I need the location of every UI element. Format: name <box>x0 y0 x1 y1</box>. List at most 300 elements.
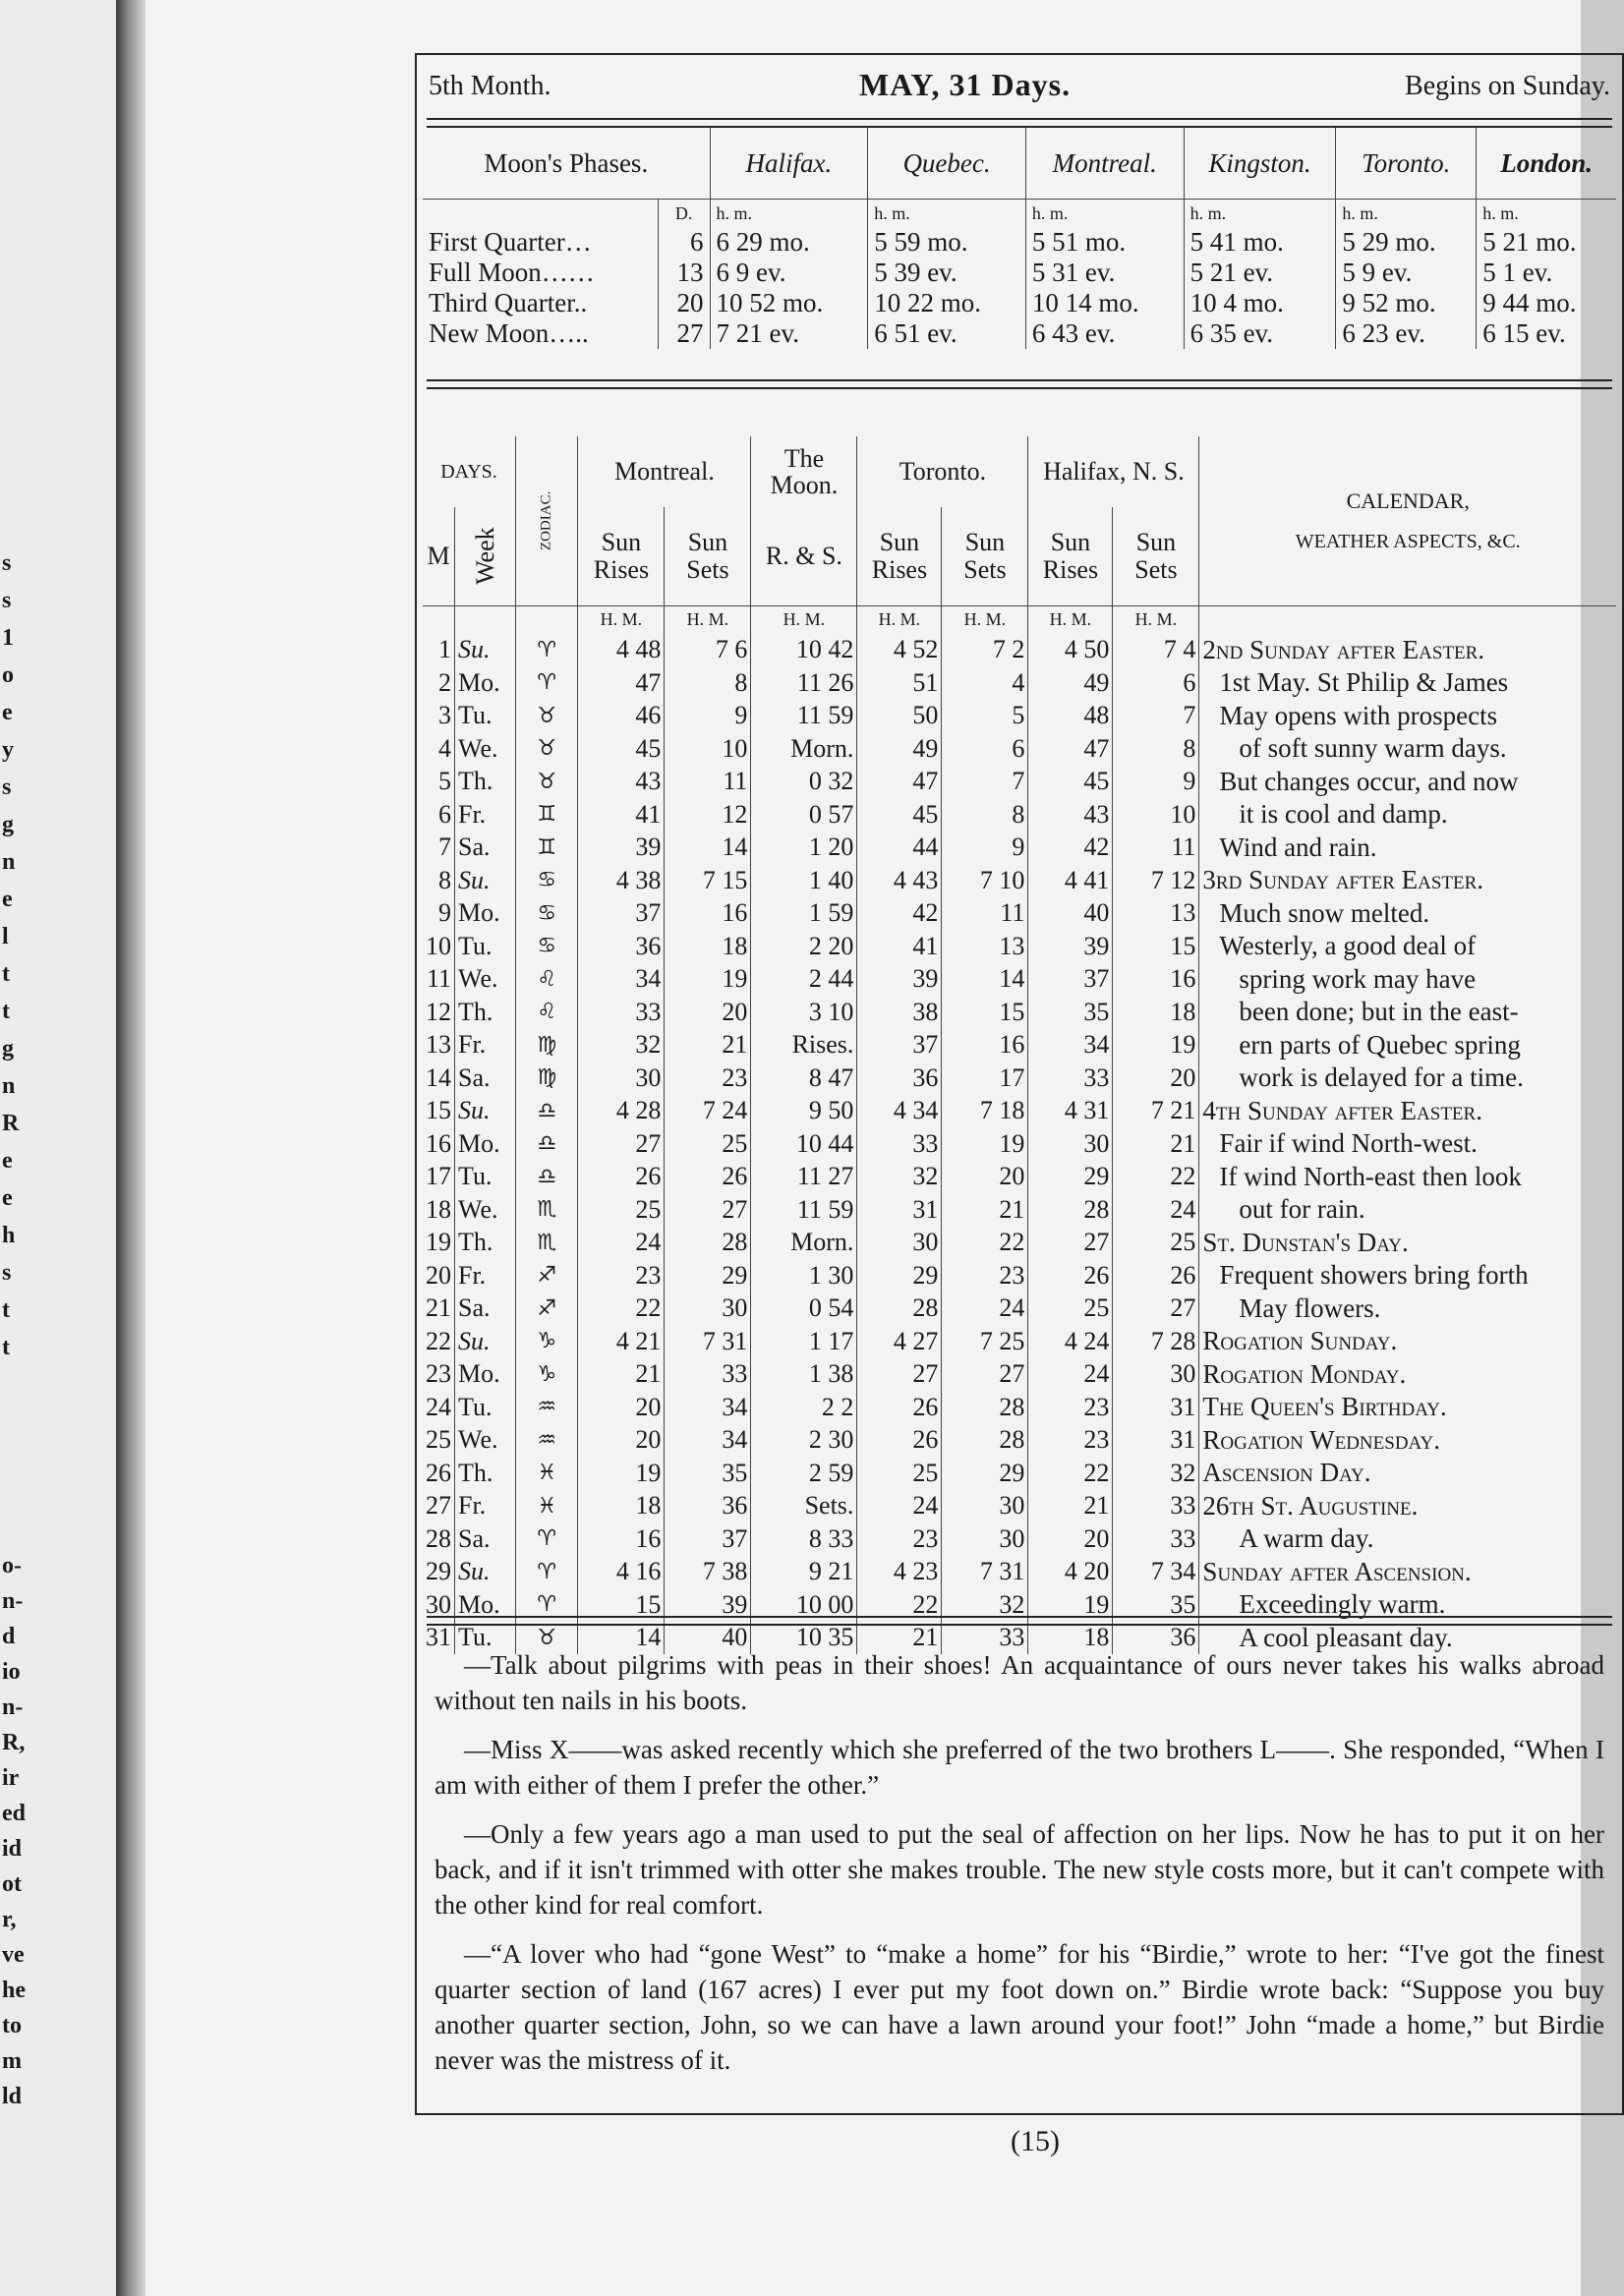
zodiac-sign: ♋ <box>516 930 578 963</box>
sun-sets-heading: Sun Sets <box>1113 507 1199 605</box>
toronto-sunrise: 39 <box>857 963 942 997</box>
zodiac-sign: ♐ <box>516 1259 578 1292</box>
zodiac-sign: ♑ <box>516 1358 578 1392</box>
day-of-month: 18 <box>426 1194 451 1224</box>
city-montreal: Montreal. <box>1025 128 1184 200</box>
calendar-note: A cool pleasant day. <box>1199 1622 1616 1655</box>
montreal-sunrise: 34 <box>578 963 665 997</box>
left-page-fragment: o <box>2 662 14 688</box>
day-of-week: We. <box>455 963 516 997</box>
moon-rise-set: 10 44 <box>751 1127 857 1161</box>
days-heading: DAYS. <box>440 460 497 483</box>
unit-hm: H. M. <box>1028 605 1113 634</box>
toronto-sunrise: 51 <box>857 666 942 700</box>
left-page-fragment: e <box>2 700 13 725</box>
day-of-month: 26 <box>426 1458 451 1487</box>
montreal-sunrise: 37 <box>578 897 665 931</box>
halifax-sunset: 11 <box>1113 832 1199 865</box>
halifax-sunrise: 4 31 <box>1028 1095 1113 1128</box>
moon-rise-set: 8 47 <box>751 1062 857 1095</box>
moon-rise-set: 1 30 <box>751 1259 857 1292</box>
zodiac-sign: ♏ <box>516 1193 578 1227</box>
toronto-sunrise: 50 <box>857 700 942 733</box>
zodiac-sign: ♎ <box>516 1161 578 1194</box>
halifax-sunrise: 4 50 <box>1028 634 1113 667</box>
day-of-week: Su. <box>455 1095 516 1128</box>
day-row <box>423 700 1616 733</box>
day-of-month: 28 <box>426 1523 451 1553</box>
montreal-sunset: 39 <box>665 1588 751 1622</box>
toronto-sunrise: 4 34 <box>857 1095 942 1128</box>
moon-rise-set: 9 21 <box>751 1556 857 1589</box>
halifax-sunrise: 34 <box>1028 1029 1113 1062</box>
moon-rise-set: 2 44 <box>751 963 857 997</box>
halifax-sunset: 20 <box>1113 1062 1199 1095</box>
left-page-fragment: ot <box>2 1871 22 1897</box>
day-row <box>423 1095 1616 1128</box>
moon-phase-row <box>423 258 1616 288</box>
moon-rise-set: 2 20 <box>751 930 857 963</box>
day-row <box>423 766 1616 799</box>
montreal-sunrise: 4 28 <box>578 1095 665 1128</box>
left-page-fragment: e <box>2 1185 13 1211</box>
day-of-week: Su. <box>455 1325 516 1358</box>
montreal-sunrise: 36 <box>578 930 665 963</box>
calendar-note: out for rain. <box>1199 1193 1616 1227</box>
halifax-sunrise: 4 41 <box>1028 864 1113 897</box>
unit-hm: H. M. <box>665 605 751 634</box>
calendar-note: Rogation Monday. <box>1199 1358 1616 1392</box>
toronto-sunrise: 45 <box>857 798 942 832</box>
montreal-sunset: 36 <box>665 1490 751 1523</box>
moon-rise-set: 1 38 <box>751 1358 857 1392</box>
day-of-month: 20 <box>426 1260 451 1290</box>
toronto-sunrise: 23 <box>857 1522 942 1556</box>
day-of-week: We. <box>455 732 516 766</box>
phase-time: 5 21 ev. <box>1184 258 1336 288</box>
toronto-sunset: 6 <box>942 732 1028 766</box>
moon-phases-heading: Moon's Phases. <box>484 147 649 178</box>
phase-time: 6 51 ev. <box>868 318 1026 349</box>
day-row <box>423 996 1616 1029</box>
zodiac-sign: ♉ <box>516 766 578 799</box>
phase-time: 9 44 mo. <box>1477 288 1616 318</box>
zodiac-sign: ♐ <box>516 1292 578 1326</box>
day-row <box>423 1193 1616 1227</box>
moon-rise-set: Morn. <box>751 1227 857 1260</box>
moon-phase-row <box>423 318 1616 349</box>
zodiac-sign: ♉ <box>516 700 578 733</box>
montreal-sunset: 7 31 <box>665 1325 751 1358</box>
halifax-sunset: 8 <box>1113 732 1199 766</box>
moon-rise-set: Rises. <box>751 1029 857 1062</box>
moon-phase-row <box>423 227 1616 258</box>
page-title: MAY, 31 Days. <box>859 67 1072 102</box>
calendar-note: 2nd Sunday after Easter. <box>1199 634 1616 667</box>
toronto-sunset: 15 <box>942 996 1028 1029</box>
day-of-month: 15 <box>426 1096 451 1125</box>
halifax-sunset: 7 4 <box>1113 634 1199 667</box>
day-of-month: 24 <box>426 1392 451 1421</box>
halifax-sunset: 6 <box>1113 666 1199 700</box>
toronto-sunrise: 30 <box>857 1227 942 1260</box>
toronto-sunrise: 38 <box>857 996 942 1029</box>
montreal-sunrise: 30 <box>578 1062 665 1095</box>
halifax-sunset: 33 <box>1113 1522 1199 1556</box>
calendar-note: Rogation Wednesday. <box>1199 1424 1616 1458</box>
left-page-fragment: io <box>2 1659 21 1685</box>
toronto-sunset: 7 31 <box>942 1556 1028 1589</box>
calendar-note: Ascension Day. <box>1199 1457 1616 1490</box>
day-row <box>423 864 1616 897</box>
zodiac-sign: ♌ <box>516 996 578 1029</box>
unit-hm: H. M. <box>857 605 942 634</box>
halifax-sunrise: 28 <box>1028 1193 1113 1227</box>
montreal-sunrise: 14 <box>578 1622 665 1655</box>
day-of-month: 13 <box>426 1030 451 1060</box>
halifax-sunset: 27 <box>1113 1292 1199 1326</box>
zodiac-sign: ♈ <box>516 1588 578 1622</box>
montreal-sunrise: 25 <box>578 1193 665 1227</box>
day-of-week: Sa. <box>455 1062 516 1095</box>
phase-time: 6 43 ev. <box>1025 318 1184 349</box>
left-page-fragment: n- <box>2 1694 24 1720</box>
moon-rise-set: 11 27 <box>751 1161 857 1194</box>
montreal-sunset: 12 <box>665 798 751 832</box>
halifax-sunset: 7 21 <box>1113 1095 1199 1128</box>
toronto-sunrise: 44 <box>857 832 942 865</box>
left-page-fragment: n- <box>2 1588 24 1614</box>
phase-day: 13 <box>658 258 710 288</box>
montreal-sunset: 34 <box>665 1424 751 1458</box>
halifax-sunrise: 25 <box>1028 1292 1113 1326</box>
unit-hm: h. m. <box>710 200 868 228</box>
left-page-fragment: d <box>2 1624 16 1649</box>
calendar-note: The Queen's Birthday. <box>1199 1391 1616 1424</box>
left-page-fragment: o- <box>2 1553 22 1578</box>
halifax-sunrise: 47 <box>1028 732 1113 766</box>
toronto-sunset: 23 <box>942 1259 1028 1292</box>
page-number: (15) <box>1011 2125 1060 2157</box>
day-of-week: Th. <box>455 766 516 799</box>
calendar-note: work is delayed for a time. <box>1199 1062 1616 1095</box>
montreal-sunrise: 22 <box>578 1292 665 1326</box>
moon-rise-set: Morn. <box>751 732 857 766</box>
calendar-note: of soft sunny warm days. <box>1199 732 1616 766</box>
humor-paragraph: —“A lover who had “gone West” to “make a home” for his “Birdie,” wrote to her: “I've got the finest quarter section of land (167 acres) I ever put my foot down on.” Birdie wrote back: “Suppose you buy another quarter section, John, so we can have a lawn around your foot!” John “made a home,” but Birdie never was the mistress of it. <box>435 1939 1604 2075</box>
left-page-fragment: t <box>2 961 10 987</box>
day-of-week: Sa. <box>455 1292 516 1326</box>
toronto-sunrise: 21 <box>857 1622 942 1655</box>
moon-rise-set: 0 32 <box>751 766 857 799</box>
daily-calendar-table <box>423 436 1616 1654</box>
day-row <box>423 1522 1616 1556</box>
toronto-sunset: 32 <box>942 1588 1028 1622</box>
halifax-sunrise: 4 20 <box>1028 1556 1113 1589</box>
toronto-sunrise: 25 <box>857 1457 942 1490</box>
calendar-note: A warm day. <box>1199 1522 1616 1556</box>
day-of-month: 1 <box>438 635 451 664</box>
day-row <box>423 798 1616 832</box>
montreal-sunrise: 19 <box>578 1457 665 1490</box>
calendar-note: 1st May. St Philip & James <box>1199 666 1616 700</box>
toronto-sunset: 28 <box>942 1424 1028 1458</box>
halifax-sunset: 24 <box>1113 1193 1199 1227</box>
montreal-sunset: 35 <box>665 1457 751 1490</box>
left-page-fragment: t <box>2 999 10 1024</box>
humor-column <box>435 1647 1604 2092</box>
day-of-week: Sa. <box>455 1522 516 1556</box>
left-page-fragment: e <box>2 887 13 912</box>
day-of-month: 2 <box>438 667 451 697</box>
halifax-sunset: 13 <box>1113 897 1199 931</box>
zodiac-sign: ♎ <box>516 1095 578 1128</box>
moon-rise-set: 1 59 <box>751 897 857 931</box>
zodiac-sign: ♏ <box>516 1227 578 1260</box>
moon-heading: The Moon. <box>751 436 857 507</box>
montreal-sunset: 23 <box>665 1062 751 1095</box>
montreal-sunset: 7 38 <box>665 1556 751 1589</box>
day-of-week: Tu. <box>455 1161 516 1194</box>
day-of-month: 3 <box>438 701 451 730</box>
humor-paragraph: —Miss X——was asked recently which she preferred of the two brothers L——. She responded, “When I am with either of them I prefer the other.” <box>435 1735 1604 1800</box>
montreal-sunrise: 20 <box>578 1424 665 1458</box>
day-row <box>423 897 1616 931</box>
halifax-sunrise: 20 <box>1028 1522 1113 1556</box>
halifax-sunset: 7 <box>1113 700 1199 733</box>
toronto-sunrise: 26 <box>857 1391 942 1424</box>
montreal-sunrise: 20 <box>578 1391 665 1424</box>
toronto-sunset: 19 <box>942 1127 1028 1161</box>
day-of-week: Th. <box>455 1227 516 1260</box>
phase-time: 7 21 ev. <box>710 318 868 349</box>
toronto-sunset: 9 <box>942 832 1028 865</box>
left-page-fragment: to <box>2 2013 22 2038</box>
day-of-week: We. <box>455 1424 516 1458</box>
montreal-sunrise: 45 <box>578 732 665 766</box>
montreal-sunset: 29 <box>665 1259 751 1292</box>
zodiac-sign: ♈ <box>516 634 578 667</box>
moon-rise-set: 10 35 <box>751 1622 857 1655</box>
halifax-sunset: 26 <box>1113 1259 1199 1292</box>
toronto-sunset: 13 <box>942 930 1028 963</box>
montreal-sunset: 8 <box>665 666 751 700</box>
calendar-note: Rogation Sunday. <box>1199 1325 1616 1358</box>
zodiac-sign: ♍ <box>516 1062 578 1095</box>
zodiac-heading: ZODIAC. <box>516 436 578 605</box>
montreal-sunrise: 39 <box>578 832 665 865</box>
left-page-fragment: g <box>2 1036 14 1062</box>
zodiac-sign: ♊ <box>516 832 578 865</box>
calendar-note: spring work may have <box>1199 963 1616 997</box>
toronto-sunset: 7 10 <box>942 864 1028 897</box>
toronto-sunrise: 47 <box>857 766 942 799</box>
day-of-month: 5 <box>438 767 451 796</box>
calendar-note: ern parts of Quebec spring <box>1199 1029 1616 1062</box>
phase-time: 10 22 mo. <box>868 288 1026 318</box>
month-number: 5th Month. <box>429 71 551 101</box>
montreal-sunset: 7 24 <box>665 1095 751 1128</box>
phase-time: 6 35 ev. <box>1184 318 1336 349</box>
toronto-sunrise: 4 23 <box>857 1556 942 1589</box>
day-of-month: 23 <box>426 1359 451 1389</box>
day-of-week: Su. <box>455 634 516 667</box>
day-row <box>423 1161 1616 1194</box>
montreal-sunrise: 32 <box>578 1029 665 1062</box>
day-of-month: 29 <box>426 1557 451 1586</box>
zodiac-sign: ♌ <box>516 963 578 997</box>
moon-rise-set: Sets. <box>751 1490 857 1523</box>
halifax-sunrise: 23 <box>1028 1391 1113 1424</box>
halifax-sunset: 16 <box>1113 963 1199 997</box>
toronto-sunset: 27 <box>942 1358 1028 1392</box>
toronto-sunset: 7 25 <box>942 1325 1028 1358</box>
toronto-sunrise: 28 <box>857 1292 942 1326</box>
day-row <box>423 1457 1616 1490</box>
book-gutter <box>116 0 145 2296</box>
toronto-sunrise: 27 <box>857 1358 942 1392</box>
day-of-month: 4 <box>438 733 451 763</box>
halifax-sunset: 9 <box>1113 766 1199 799</box>
moon-rise-set: 3 10 <box>751 996 857 1029</box>
left-page-fragment: h <box>2 1223 16 1248</box>
left-page-fragment: m <box>2 2048 22 2074</box>
zodiac-sign: ♋ <box>516 897 578 931</box>
left-page-fragment: id <box>2 1836 23 1862</box>
toronto-sunrise: 29 <box>857 1259 942 1292</box>
montreal-sunrise: 21 <box>578 1358 665 1392</box>
phase-name: First Quarter… <box>429 227 592 257</box>
double-rule <box>427 118 1612 128</box>
left-page-fragment: ve <box>2 1942 25 1968</box>
left-page-fragment: s <box>2 1260 12 1286</box>
double-rule <box>427 1616 1612 1626</box>
montreal-sunset: 18 <box>665 930 751 963</box>
almanac-frame <box>415 53 1624 2115</box>
phase-time: 10 4 mo. <box>1184 288 1336 318</box>
montreal-sunrise: 18 <box>578 1490 665 1523</box>
halifax-sunset: 18 <box>1113 996 1199 1029</box>
sun-rises-heading: Sun Rises <box>1028 507 1113 605</box>
halifax-sunrise: 48 <box>1028 700 1113 733</box>
day-row <box>423 1127 1616 1161</box>
toronto-sunrise: 33 <box>857 1127 942 1161</box>
unit-hm: h. m. <box>1184 200 1336 228</box>
montreal-sunset: 37 <box>665 1522 751 1556</box>
day-of-week: Tu. <box>455 1391 516 1424</box>
toronto-sunset: 21 <box>942 1193 1028 1227</box>
left-page-fragment: t <box>2 1297 10 1323</box>
toronto-sunset: 16 <box>942 1029 1028 1062</box>
day-of-month: 14 <box>426 1062 451 1092</box>
day-of-week: Mo. <box>455 1358 516 1392</box>
day-of-month: 7 <box>438 832 451 862</box>
montreal-sunset: 20 <box>665 996 751 1029</box>
phase-time: 5 51 mo. <box>1025 227 1184 258</box>
begins-on: Begins on Sunday. <box>1405 71 1610 101</box>
halifax-sunset: 31 <box>1113 1391 1199 1424</box>
phase-time: 5 29 mo. <box>1336 227 1477 258</box>
left-page-fragment: s <box>2 550 12 576</box>
moon-rise-set: 1 40 <box>751 864 857 897</box>
toronto-sunset: 5 <box>942 700 1028 733</box>
halifax-sunrise: 23 <box>1028 1424 1113 1458</box>
zodiac-sign: ♈ <box>516 1522 578 1556</box>
phase-name: Third Quarter.. <box>429 288 588 317</box>
day-of-month: 19 <box>426 1228 451 1257</box>
phase-name: New Moon….. <box>429 318 589 348</box>
left-page-fragment: s <box>2 775 12 800</box>
toronto-sunset: 4 <box>942 666 1028 700</box>
halifax-sunrise: 27 <box>1028 1227 1113 1260</box>
left-page-fragment: he <box>2 1978 26 2003</box>
left-page-fragment: r, <box>2 1907 17 1932</box>
city-quebec: Quebec. <box>868 128 1026 200</box>
phase-time: 6 23 ev. <box>1336 318 1477 349</box>
calendar-note: 3rd Sunday after Easter. <box>1199 864 1616 897</box>
halifax-sunrise: 49 <box>1028 666 1113 700</box>
halifax-sunset: 7 12 <box>1113 864 1199 897</box>
calendar-note: 4th Sunday after Easter. <box>1199 1095 1616 1128</box>
day-of-week: We. <box>455 1193 516 1227</box>
left-page-fragment: 1 <box>2 625 14 651</box>
phase-time: 5 59 mo. <box>868 227 1026 258</box>
day-of-week: Fr. <box>455 1490 516 1523</box>
toronto-sunset: 24 <box>942 1292 1028 1326</box>
montreal-sunset: 26 <box>665 1161 751 1194</box>
day-row <box>423 666 1616 700</box>
phase-time: 9 52 mo. <box>1336 288 1477 318</box>
almanac-page <box>145 0 1610 2296</box>
halifax-heading: Halifax, N. S. <box>1028 436 1199 507</box>
zodiac-sign: ♉ <box>516 732 578 766</box>
halifax-sunrise: 45 <box>1028 766 1113 799</box>
toronto-sunrise: 4 27 <box>857 1325 942 1358</box>
toronto-sunrise: 4 52 <box>857 634 942 667</box>
moon-rise-set: 0 54 <box>751 1292 857 1326</box>
zodiac-sign: ♑ <box>516 1325 578 1358</box>
toronto-sunset: 8 <box>942 798 1028 832</box>
moon-phase-row <box>423 288 1616 318</box>
montreal-sunrise: 4 38 <box>578 864 665 897</box>
phase-time: 5 9 ev. <box>1336 258 1477 288</box>
phase-time: 5 31 ev. <box>1025 258 1184 288</box>
m-heading: M <box>427 542 450 571</box>
halifax-sunrise: 35 <box>1028 996 1113 1029</box>
calendar-note: Much snow melted. <box>1199 897 1616 931</box>
day-row <box>423 1292 1616 1326</box>
zodiac-sign: ♓ <box>516 1490 578 1523</box>
zodiac-sign: ♒ <box>516 1391 578 1424</box>
toronto-sunset: 22 <box>942 1227 1028 1260</box>
halifax-sunrise: 43 <box>1028 798 1113 832</box>
montreal-sunset: 9 <box>665 700 751 733</box>
zodiac-sign: ♓ <box>516 1457 578 1490</box>
toronto-sunset: 7 2 <box>942 634 1028 667</box>
halifax-sunset: 31 <box>1113 1424 1199 1458</box>
day-of-month: 27 <box>426 1491 451 1521</box>
montreal-sunset: 16 <box>665 897 751 931</box>
montreal-sunrise: 27 <box>578 1127 665 1161</box>
halifax-sunrise: 18 <box>1028 1622 1113 1655</box>
toronto-sunrise: 26 <box>857 1424 942 1458</box>
day-row <box>423 1325 1616 1358</box>
left-page-fragment: R <box>2 1111 20 1136</box>
day-row <box>423 930 1616 963</box>
halifax-sunset: 35 <box>1113 1588 1199 1622</box>
toronto-sunset: 28 <box>942 1391 1028 1424</box>
calendar-note: Fair if wind North-west. <box>1199 1127 1616 1161</box>
